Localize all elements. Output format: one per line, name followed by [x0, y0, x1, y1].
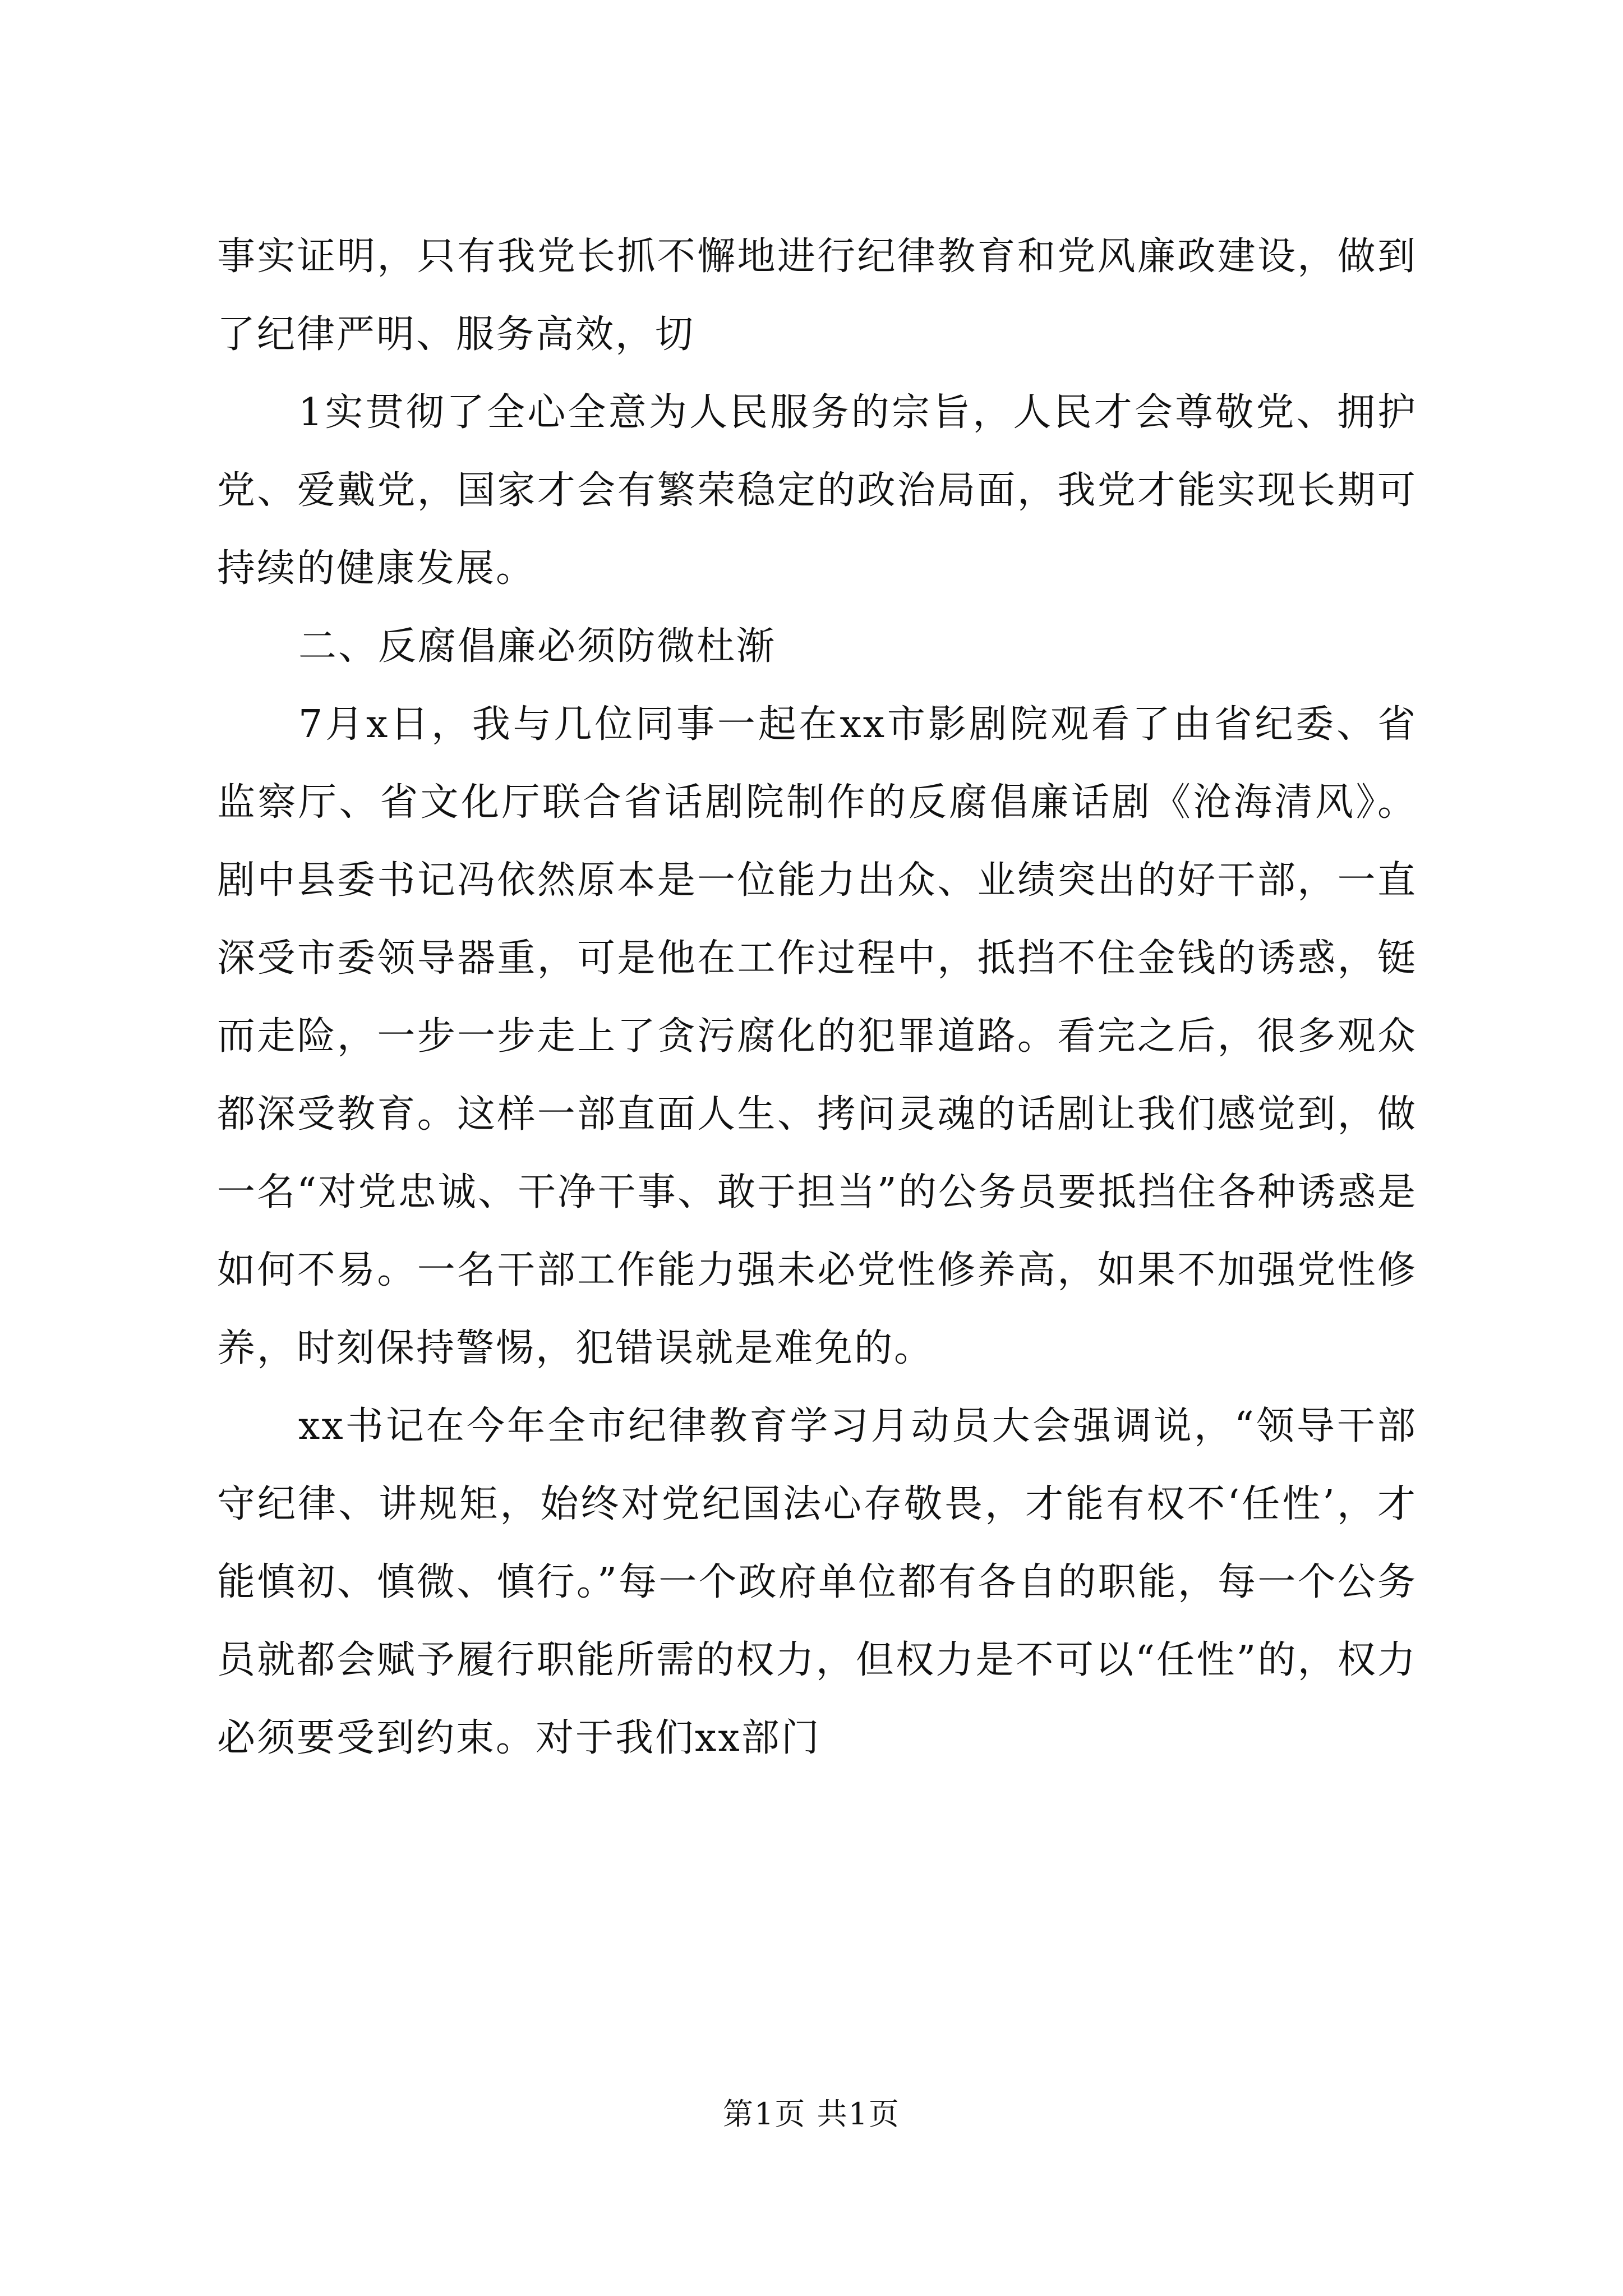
paragraph: xx书记在今年全市纪律教育学习月动员大会强调说，“领导干部守纪律、讲规矩，始终对党纪国法心存敬畏，才能有权不‘任性’，才能慎初、慎微、慎行。”每一个政府单位都有各自的职能，每一个公务员就都会赋予履行职能所需的权力，但权力是不可以“任性”的，权力必须要受到约束。对于我们xx部门: [217, 1404, 1417, 1760]
document-body: [217, 218, 1417, 1777]
page-number-footer: 第1页 共1页: [723, 2096, 900, 2132]
paragraph: 7月x日，我与几位同事一起在xx市影剧院观看了由省纪委、省监察厅、省文化厅联合省话剧院制作的反腐倡廉话剧《沧海清风》。剧中县委书记冯依然原本是一位能力出众、业绩突出的好干部，一直深受市委领导器重，可是他在工作过程中，抵挡不住金钱的诱惑，铤而走险，一步一步走上了贪污腐化的犯罪道路。看完之后，很多观众都深受教育。这样一部直面人生、拷问灵魂的话剧让我们感觉到，做一名“对党忠诚、干净干事、敢于担当”的公务员要抵挡住各种诱惑是如何不易。一名干部工作能力强未必党性修养高，如果不加强党性修养，时刻保持警惕，犯错误就是难免的。: [217, 702, 1417, 1370]
section-heading: 二、反腐倡廉必须防微杜渐: [298, 624, 777, 669]
paragraph-continuation: 事实证明，只有我党长抓不懈地进行纪律教育和党风廉政建设，做到了纪律严明、服务高效，切: [217, 234, 1417, 357]
paragraph: 1实贯彻了全心全意为人民服务的宗旨，人民才会尊敬党、拥护党、爱戴党，国家才会有繁荣稳定的政治局面，我党才能实现长期可持续的健康发展。: [217, 390, 1417, 591]
